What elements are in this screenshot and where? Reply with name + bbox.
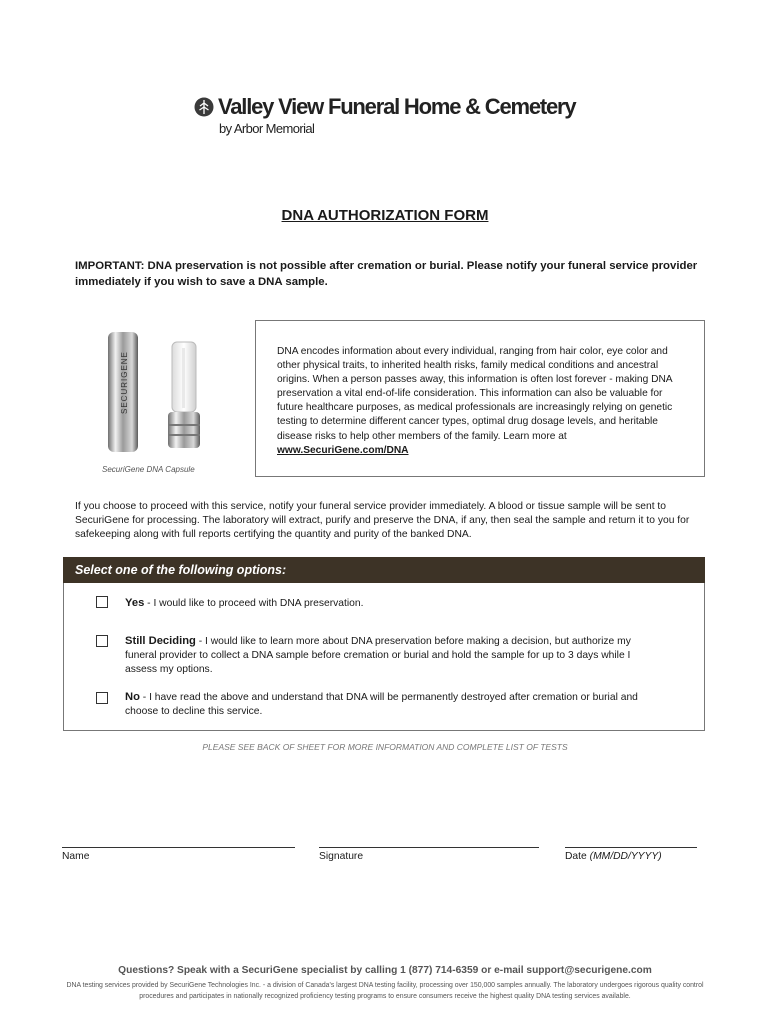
brand-logo <box>194 94 575 120</box>
capsule-image <box>96 328 226 458</box>
page-title: DNA AUTHORIZATION FORM <box>281 207 489 224</box>
name-line[interactable] <box>62 847 295 848</box>
date-label: Date (MM/DD/YYYY) <box>565 851 662 862</box>
date-line[interactable] <box>565 847 697 848</box>
back-of-sheet-note: PLEASE SEE BACK OF SHEET FOR MORE INFORMATION AND COMPLETE LIST OF TESTS <box>202 742 568 752</box>
important-notice: IMPORTANT: DNA preservation is not possible after cremation or burial. Please notify your funeral service provider immediately if you wish to save a DNA sample. <box>75 260 698 288</box>
dna-capsule-illustration <box>96 328 226 458</box>
option-still-deciding-checkbox[interactable] <box>96 635 108 647</box>
dna-info-text: DNA encodes information about every individual, ranging from hair color, eye color and other physical traits, to inherited health risks, family medical conditions and ancestral origins. When a person passes away, this information is often lost forever - making DNA preservation a vital end-of-life consideration. This information can also be valuable for future healthcare purposes, as medical professionals are increasingly relying on genetic testing to determine different cancer types, optimal drug dosage levels, and heritable disease risks to help other members of the family. Learn more at www.SecuriGene.com/DNA <box>277 346 673 456</box>
brand-name: Valley View Funeral Home & Cemetery <box>218 94 576 119</box>
option-yes-checkbox[interactable] <box>96 596 108 608</box>
questions-contact: Questions? Speak with a SecuriGene specialist by calling 1 (877) 714-6359 or e-mail support@securigene.com <box>118 965 652 976</box>
proceed-paragraph: If you choose to proceed with this service, notify your funeral service provider immediately. A blood or tissue sample will be sent to SecuriGene for processing. The laboratory will extract, purify and preserve the DNA, if any, then seal the sample and return it to you for safekeeping along with full reports certifying the quantity and purity of the banked DNA. <box>75 501 690 541</box>
capsule-label: SECURIGENE <box>120 351 129 414</box>
option-no-checkbox[interactable] <box>96 692 108 704</box>
fine-print: DNA testing services provided by SecuriGene Technologies Inc. - a division of Canada's largest DNA testing facility, processing over 150,000 samples annually. The laboratory undergoes rigorous quality control procedures and participates in nationally recognized proficiency testing programs to ensure consumers receive the highest quality DNA testing services available. <box>66 982 704 1000</box>
name-label: Name <box>62 851 90 862</box>
option-yes-text: Yes - I would like to proceed with DNA preservation. <box>125 597 364 609</box>
option-no-text: No - I have read the above and understand that DNA will be permanently destroyed after cremation or burial and choose to decline this service. <box>125 691 638 718</box>
securigene-link[interactable]: www.SecuriGene.com/DNA <box>277 444 409 456</box>
capsule-caption: SecuriGene DNA Capsule <box>102 465 195 474</box>
signature-line[interactable] <box>319 847 539 848</box>
leaf-emblem-icon <box>194 97 214 117</box>
signature-label: Signature <box>319 851 364 862</box>
options-header: Select one of the following options: <box>63 557 705 583</box>
option-still-deciding-text: Still Deciding - I would like to learn more about DNA preservation before making a decision, but authorize my funeral provider to collect a DNA sample before cremation or burial and hold the sample for up to 3 days while I assess my options. <box>125 635 631 676</box>
brand-subtitle: by Arbor Memorial <box>219 121 315 136</box>
